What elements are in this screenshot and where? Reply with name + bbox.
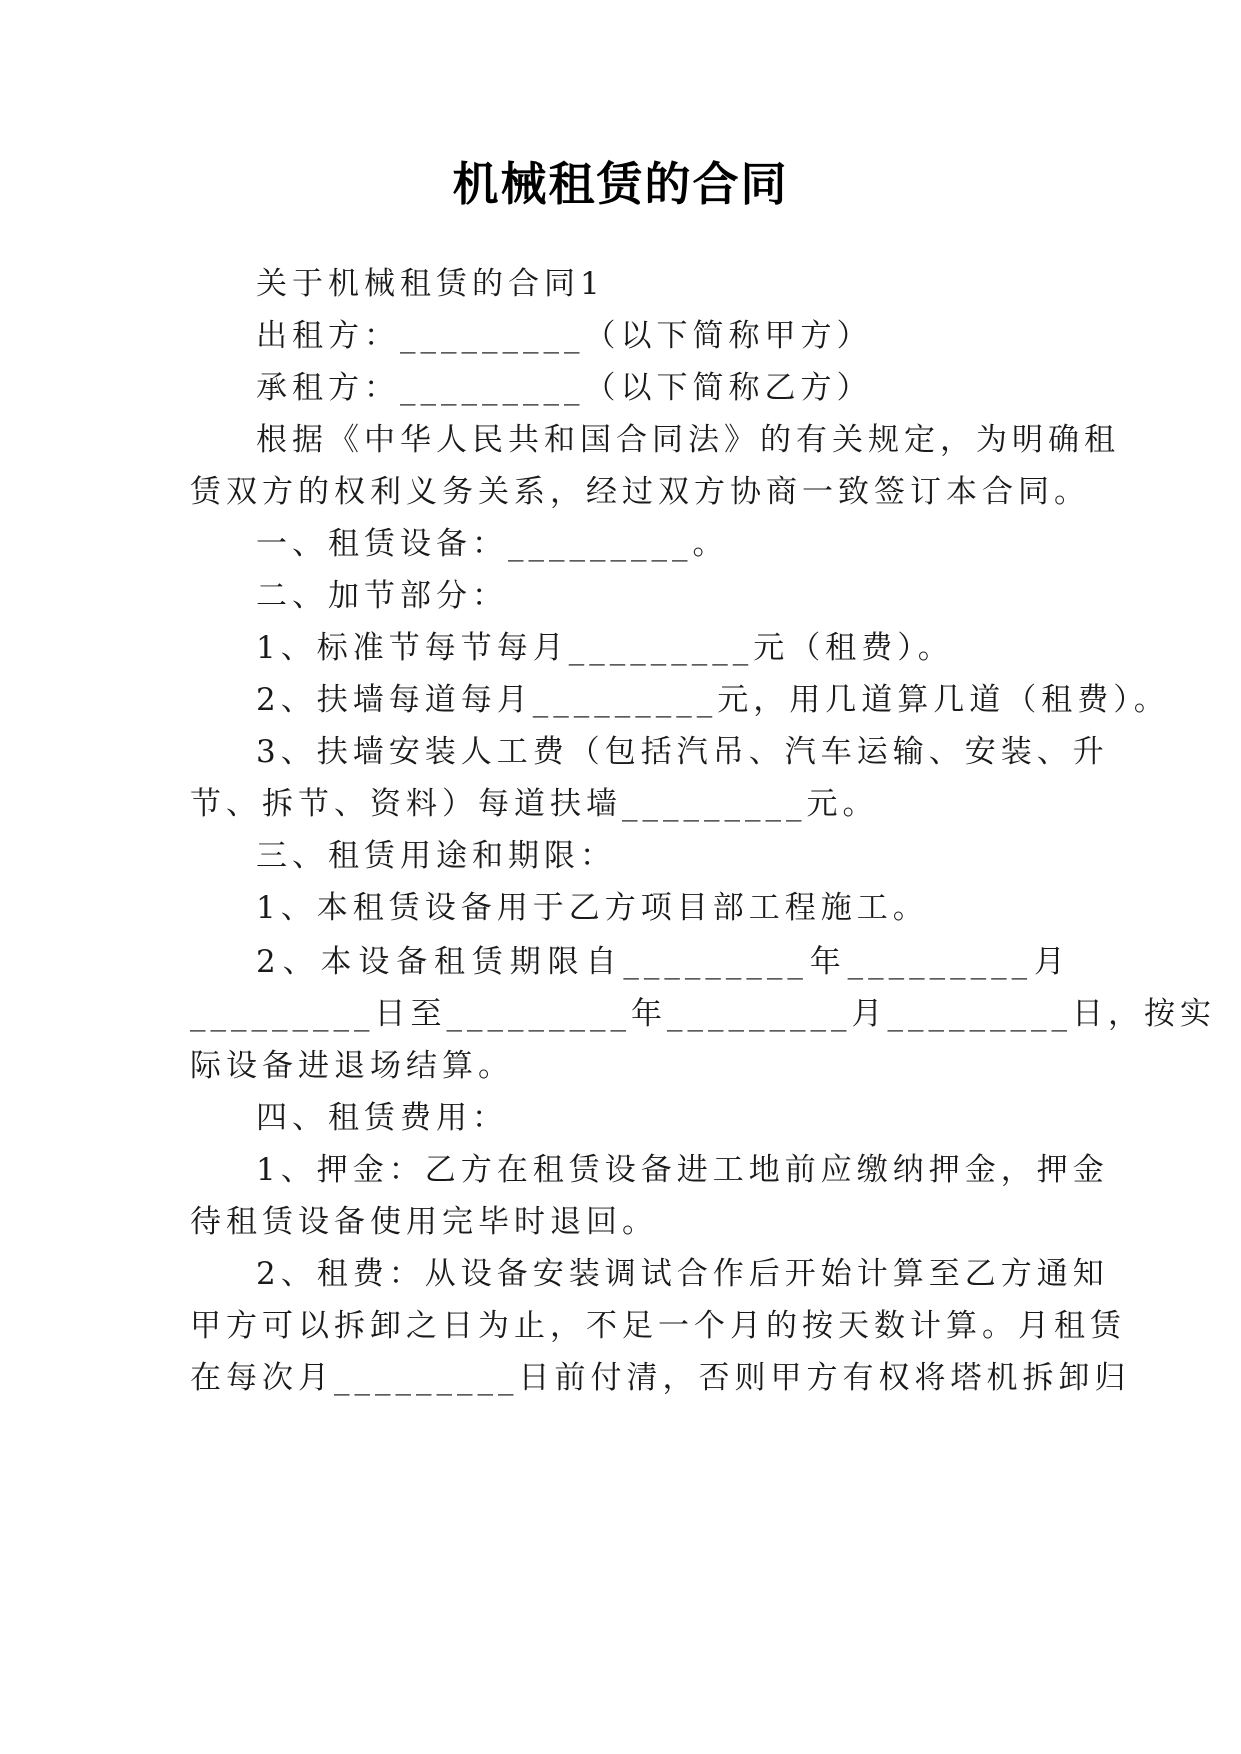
preamble-line-2: 赁双方的权利义务关系，经过双方协商一致签订本合同。	[190, 474, 1090, 510]
document-title: 机械租赁的合同	[452, 157, 789, 211]
lessee-line: 承租方：_________（以下简称乙方）	[256, 370, 873, 406]
section-purpose-term: 三、租赁用途和期限：	[256, 838, 616, 874]
clause-standard-section: 1、标准节每节每月_________元（租费）。	[256, 630, 954, 666]
lessor-line: 出租方：_________（以下简称甲方）	[256, 318, 873, 354]
clause-rent-line-2: 甲方可以拆卸之日为止，不足一个月的按天数计算。月租赁	[190, 1308, 1126, 1344]
clause-deposit-line-1: 1、押金：乙方在租赁设备进工地前应缴纳押金，押金	[256, 1152, 1109, 1188]
clause-wall-brace: 2、扶墙每道每月_________元，用几道算几道（租费）。	[256, 682, 1170, 718]
clause-term-line-3: 际设备进退场结算。	[190, 1048, 514, 1084]
clause-labor-line-2: 节、拆节、资料）每道扶墙_________元。	[190, 786, 879, 822]
contract-heading: 关于机械租赁的合同1	[256, 266, 605, 302]
section-addition: 二、加节部分：	[256, 578, 508, 614]
section-fees: 四、租赁费用：	[256, 1100, 508, 1136]
clause-purpose: 1、本租赁设备用于乙方项目部工程施工。	[256, 890, 929, 926]
section-equipment: 一、租赁设备：_________。	[256, 526, 729, 562]
clause-term-line-2: _________日至_________年_________月_________日，按实	[190, 996, 1216, 1032]
clause-labor-line-1: 3、扶墙安装人工费（包括汽吊、汽车运输、安装、升	[256, 734, 1109, 770]
clause-term-line-1: 2、本设备租赁期限自_________年_________月	[256, 944, 1070, 980]
clause-rent-line-3: 在每次月_________日前付清，否则甲方有权将塔机拆卸归	[190, 1360, 1131, 1396]
preamble-line-1: 根据《中华人民共和国合同法》的有关规定，为明确租	[256, 422, 1120, 458]
clause-rent-line-1: 2、租费：从设备安装调试合作后开始计算至乙方通知	[256, 1256, 1109, 1292]
clause-deposit-line-2: 待租赁设备使用完毕时退回。	[190, 1204, 658, 1240]
